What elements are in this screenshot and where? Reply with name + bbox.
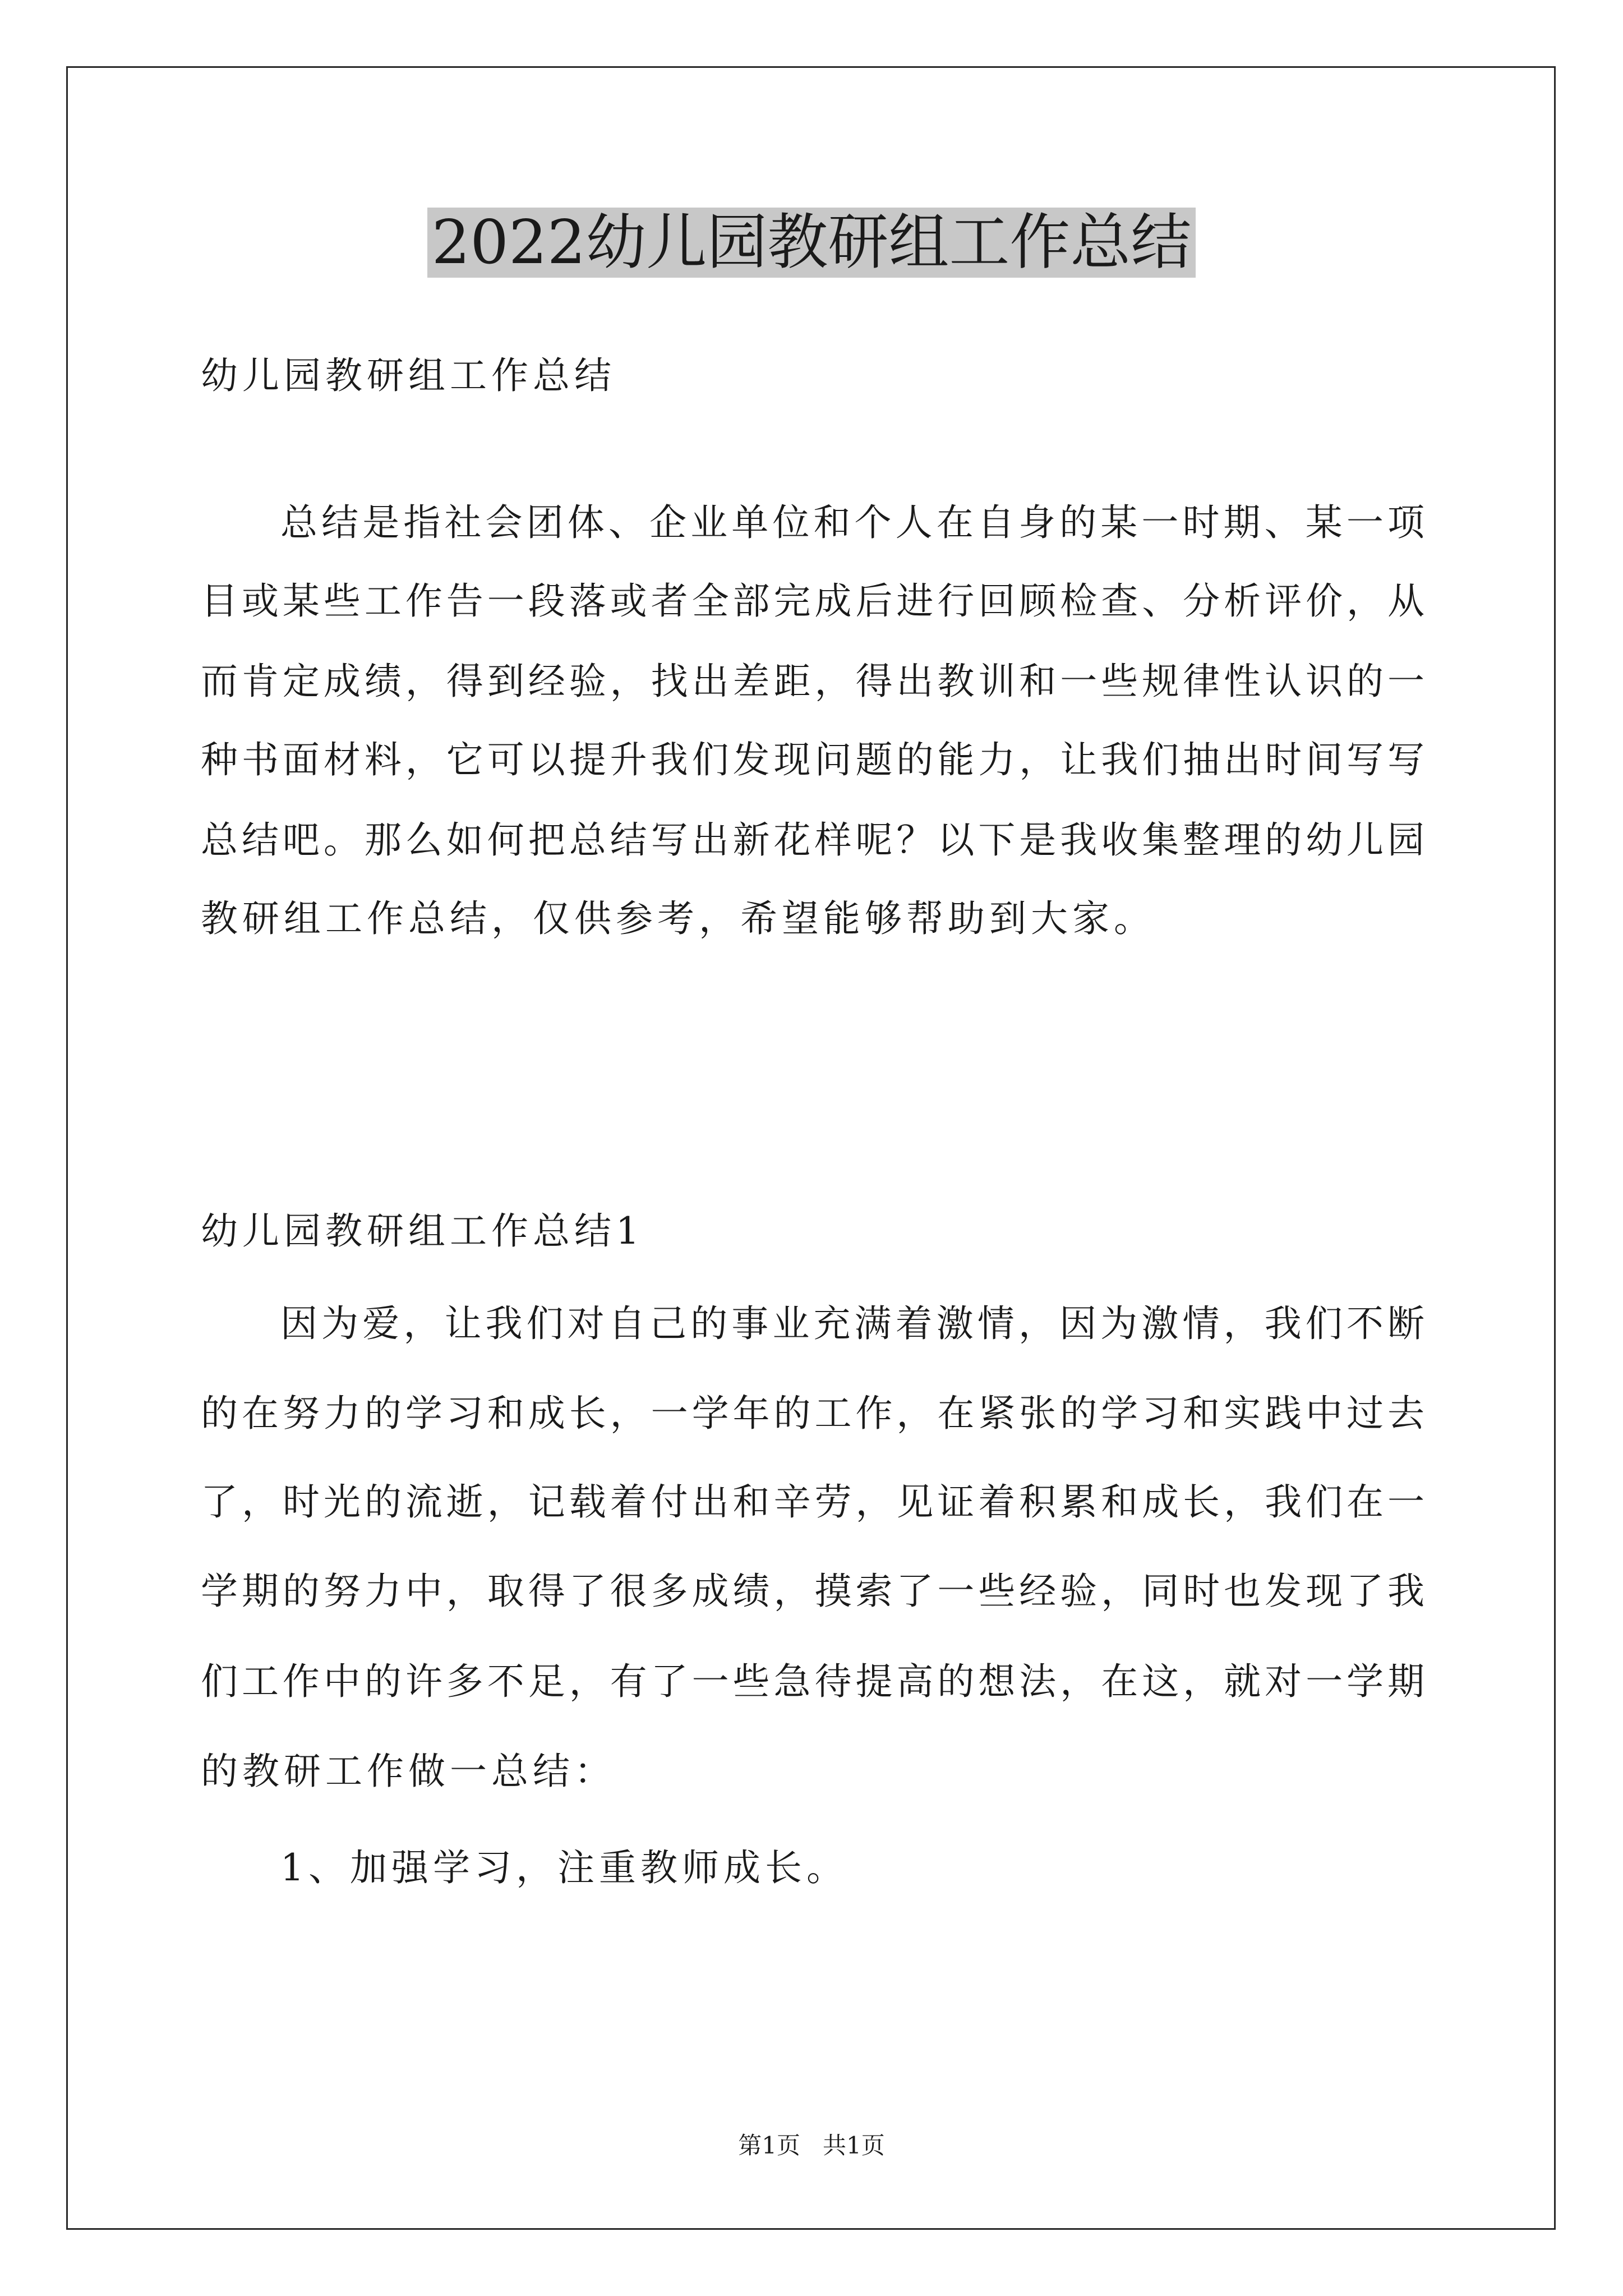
- subtitle: 幼儿园教研组工作总结: [201, 354, 616, 397]
- page-footer: [0, 2132, 1623, 2160]
- intro-line: 目或某些工作告一段落或者全部完成后进行回顾检查、分析评价，从: [201, 579, 1428, 623]
- section-line: 了，时光的流逝，记载着付出和辛劳，见证着积累和成长，我们在一: [201, 1480, 1428, 1524]
- intro-line: 种书面材料，它可以提升我们发现问题的能力，让我们抽出时间写写: [201, 738, 1428, 781]
- list-item: 1、加强学习，注重教师成长。: [280, 1846, 848, 1889]
- page-number-current: 第1页: [738, 2132, 800, 2159]
- section-line: 学期的努力中，取得了很多成绩，摸索了一些经验，同时也发现了我: [201, 1570, 1428, 1613]
- section-line: 的教研工作做一总结：: [201, 1750, 616, 1793]
- page-number-total: 共1页: [823, 2132, 885, 2159]
- section-line: 因为爱，让我们对自己的事业充满着激情，因为激情，我们不断: [280, 1302, 1429, 1345]
- section-heading: 幼儿园教研组工作总结1: [201, 1209, 644, 1253]
- title-highlight: 2022幼儿园教研组工作总结: [427, 208, 1196, 278]
- document-title: [0, 206, 1623, 279]
- intro-line: 总结吧。那么如何把总结写出新花样呢？以下是我收集整理的幼儿园: [201, 818, 1428, 862]
- intro-line: 教研组工作总结，仅供参考，希望能够帮助到大家。: [201, 897, 1155, 940]
- intro-line: 而肯定成绩，得到经验，找出差距，得出教训和一些规律性认识的一: [201, 660, 1428, 703]
- section-line: 们工作中的许多不足，有了一些急待提高的想法，在这，就对一学期: [201, 1660, 1428, 1703]
- section-line: 的在努力的学习和成长，一学年的工作，在紧张的学习和实践中过去: [201, 1392, 1428, 1435]
- intro-line: 总结是指社会团体、企业单位和个人在自身的某一时期、某一项: [280, 501, 1429, 544]
